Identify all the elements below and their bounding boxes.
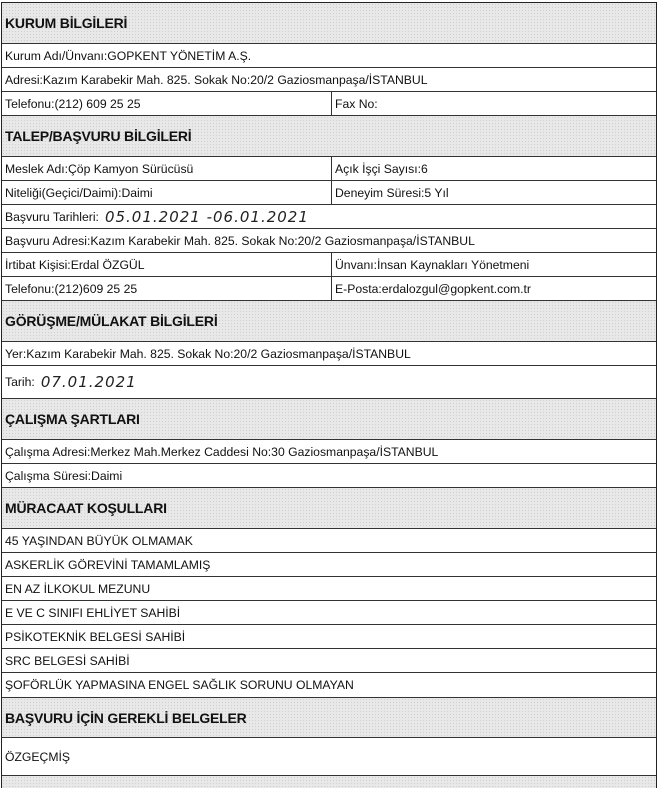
form-row <box>2 44 656 68</box>
kurum-telefon-field: Telefonu:(212) 609 25 25 <box>2 92 332 115</box>
form-row <box>2 366 656 399</box>
list-item <box>2 673 656 698</box>
talep-telefon-field: Telefonu:(212)609 25 25 <box>2 277 332 300</box>
section-title: ÇALIŞMA ŞARTLARI <box>5 411 140 427</box>
unvan-field: Ünvanı:İnsan Kaynakları Yönetmeni <box>335 257 530 272</box>
condition-item: ASKERLİK GÖREVİNİ TAMAMLAMIŞ <box>5 557 211 572</box>
condition-item: EN AZ İLKOKUL MEZUNU <box>5 581 151 596</box>
irtibat-field: İrtibat Kişisi:Erdal ÖZGÜL <box>2 253 332 276</box>
job-posting-form <box>1 2 657 788</box>
form-row <box>2 253 656 277</box>
condition-item: 45 YAŞINDAN BÜYÜK OLMAMAK <box>5 533 193 548</box>
condition-item: ŞOFÖRLÜK YAPMASINA ENGEL SAĞLIK SORUNU OLMAYAN <box>5 678 354 692</box>
nitelik-field: Niteliği(Geçici/Daimi):Daimi <box>2 181 332 204</box>
section-header-calisma <box>2 399 656 440</box>
form-row <box>2 342 656 366</box>
section-header-talep <box>2 116 656 157</box>
list-item <box>2 649 656 673</box>
list-item <box>2 577 656 601</box>
condition-item: E VE C SINIFI EHLİYET SAHİBİ <box>5 605 181 620</box>
form-row <box>2 181 656 205</box>
list-item <box>2 601 656 625</box>
calisma-adres-field: Çalışma Adresi:Merkez Mah.Merkez Caddesi No:30 Gaziosmanpaşa/İSTANBUL <box>5 444 439 459</box>
section-header-belgeler <box>2 698 656 738</box>
meslek-field: Meslek Adı:Çöp Kamyon Sürücüsü <box>2 157 332 180</box>
form-row <box>2 440 656 464</box>
section-header-kurum <box>2 3 656 44</box>
partial-row <box>2 776 656 788</box>
list-item <box>2 553 656 577</box>
kurum-adres-field: Adresi:Kazım Karabekir Mah. 825. Sokak No:20/2 Gaziosmanpaşa/İSTANBUL <box>5 72 428 87</box>
form-row <box>2 277 656 301</box>
acik-isci-field: Açık İşçi Sayısı:6 <box>335 161 428 176</box>
gorusme-yer-field: Yer:Kazım Karabekir Mah. 825. Sokak No:20/2 Gaziosmanpaşa/İSTANBUL <box>5 346 411 361</box>
section-title: KURUM BİLGİLERİ <box>5 15 128 31</box>
section-header-gorusme <box>2 301 656 342</box>
section-title: TALEP/BAŞVURU BİLGİLERİ <box>5 128 192 144</box>
form-row <box>2 229 656 253</box>
section-title: BAŞVURU İÇİN GEREKLİ BELGELER <box>5 709 247 726</box>
form-row <box>2 157 656 181</box>
basvuru-adresi-field: Başvuru Adresi:Kazım Karabekir Mah. 825. Sokak No:20/2 Gaziosmanpaşa/İSTANBUL <box>5 233 475 248</box>
eposta-field: E-Posta:erdalozgul@gopkent.com.tr <box>335 281 531 296</box>
handwritten-dates: 05.01.2021 -06.01.2021 <box>104 207 309 226</box>
tarih-label: Tarih: <box>5 375 35 389</box>
form-row <box>2 464 656 488</box>
form-row <box>2 92 656 116</box>
deneyim-field: Deneyim Süresi:5 Yıl <box>335 185 449 200</box>
form-row <box>2 68 656 92</box>
list-item <box>2 625 656 649</box>
section-header-muracaat <box>2 488 656 529</box>
condition-item: SRC BELGESİ SAHİBİ <box>5 653 130 668</box>
kurum-adi-field: Kurum Adı/Ünvanı:GOPKENT YÖNETİM A.Ş. <box>5 48 252 63</box>
condition-item: PSİKOTEKNİK BELGESİ SAHİBİ <box>5 629 186 644</box>
document-item: ÖZGEÇMİŞ <box>5 749 71 764</box>
calisma-sure-field: Çalışma Süresi:Daimi <box>5 468 123 483</box>
basvuru-tarihleri-field <box>2 205 656 228</box>
gorusme-tarih-field <box>2 366 656 398</box>
basvuru-tarihleri-label: Başvuru Tarihleri: <box>5 209 99 224</box>
handwritten-date: 07.01.2021 <box>40 373 137 391</box>
kurum-fax-field: Fax No: <box>335 96 378 111</box>
list-item <box>2 529 656 553</box>
form-row <box>2 205 656 229</box>
list-item <box>2 738 656 776</box>
section-title: GÖRÜŞME/MÜLAKAT BİLGİLERİ <box>5 313 218 329</box>
section-title: MÜRACAAT KOŞULLARI <box>5 500 167 516</box>
